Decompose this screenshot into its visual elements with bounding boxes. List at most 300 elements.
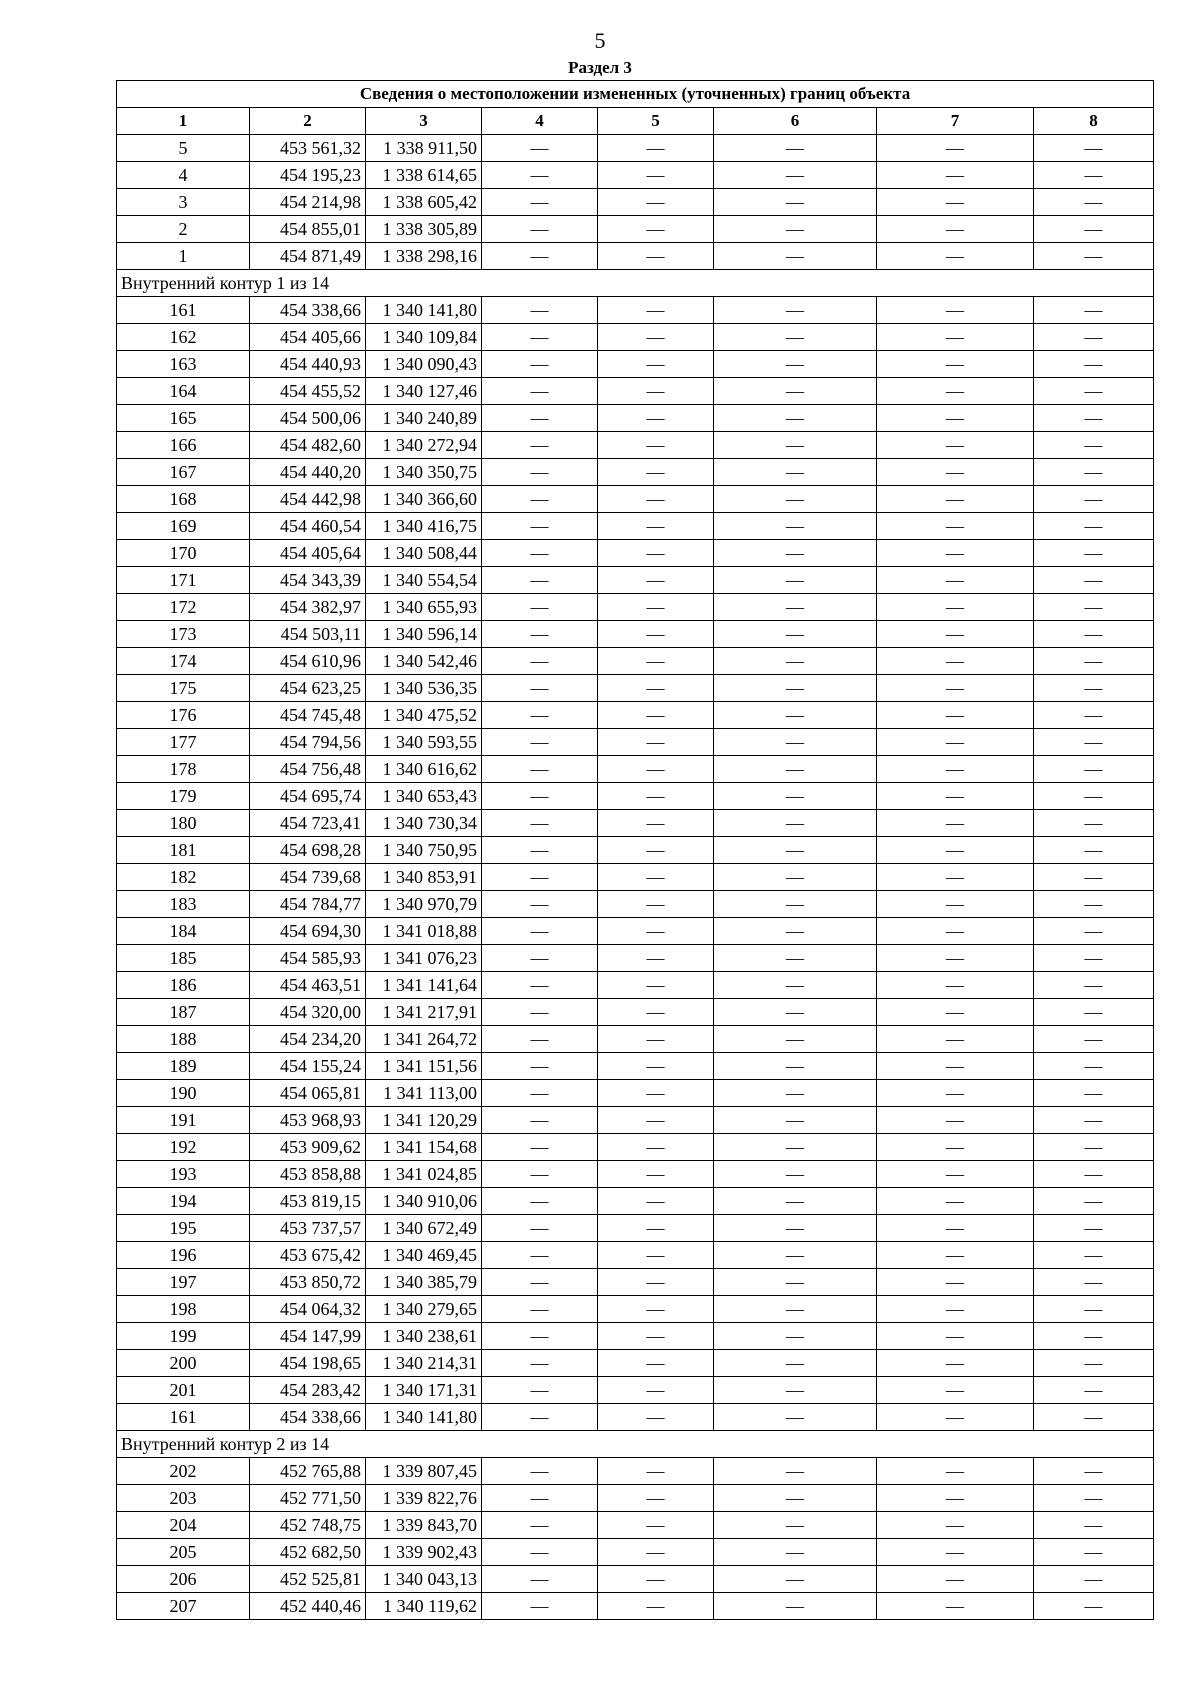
empty-value-cell: — <box>482 1296 598 1323</box>
empty-value-cell: — <box>877 567 1034 594</box>
point-number-cell: 183 <box>117 891 250 918</box>
y-coordinate-cell: 1 340 238,61 <box>366 1323 482 1350</box>
empty-value-cell: — <box>1034 702 1154 729</box>
y-coordinate-cell: 1 341 141,64 <box>366 972 482 999</box>
empty-value-cell: — <box>714 864 877 891</box>
x-coordinate-cell: 454 460,54 <box>250 513 366 540</box>
table-body <box>117 135 1154 1620</box>
y-coordinate-cell: 1 339 822,76 <box>366 1485 482 1512</box>
empty-value-cell: — <box>714 1242 877 1269</box>
y-coordinate-cell: 1 340 043,13 <box>366 1566 482 1593</box>
empty-value-cell: — <box>598 540 714 567</box>
table-row <box>117 567 1154 594</box>
y-coordinate-cell: 1 340 853,91 <box>366 864 482 891</box>
empty-value-cell: — <box>1034 135 1154 162</box>
x-coordinate-cell: 452 765,88 <box>250 1458 366 1485</box>
point-number-cell: 3 <box>117 189 250 216</box>
x-coordinate-cell: 454 343,39 <box>250 567 366 594</box>
point-number-cell: 170 <box>117 540 250 567</box>
x-coordinate-cell: 454 784,77 <box>250 891 366 918</box>
empty-value-cell: — <box>1034 1593 1154 1620</box>
point-number-cell: 184 <box>117 918 250 945</box>
empty-value-cell: — <box>877 1242 1034 1269</box>
empty-value-cell: — <box>877 810 1034 837</box>
table-row <box>117 405 1154 432</box>
empty-value-cell: — <box>714 1080 877 1107</box>
y-coordinate-cell: 1 340 127,46 <box>366 378 482 405</box>
empty-value-cell: — <box>877 216 1034 243</box>
empty-value-cell: — <box>714 135 877 162</box>
y-coordinate-cell: 1 338 614,65 <box>366 162 482 189</box>
y-coordinate-cell: 1 340 141,80 <box>366 297 482 324</box>
table-row <box>117 297 1154 324</box>
empty-value-cell: — <box>714 1485 877 1512</box>
table-row <box>117 1242 1154 1269</box>
empty-value-cell: — <box>598 297 714 324</box>
empty-value-cell: — <box>714 972 877 999</box>
empty-value-cell: — <box>877 351 1034 378</box>
column-header: 5 <box>598 108 714 135</box>
y-coordinate-cell: 1 341 264,72 <box>366 1026 482 1053</box>
x-coordinate-cell: 454 455,52 <box>250 378 366 405</box>
x-coordinate-cell: 452 748,75 <box>250 1512 366 1539</box>
empty-value-cell: — <box>1034 189 1154 216</box>
y-coordinate-cell: 1 340 119,62 <box>366 1593 482 1620</box>
empty-value-cell: — <box>598 972 714 999</box>
empty-value-cell: — <box>482 1107 598 1134</box>
empty-value-cell: — <box>714 540 877 567</box>
y-coordinate-cell: 1 340 616,62 <box>366 756 482 783</box>
x-coordinate-cell: 454 871,49 <box>250 243 366 270</box>
point-number-cell: 205 <box>117 1539 250 1566</box>
empty-value-cell: — <box>598 486 714 513</box>
table-row <box>117 1134 1154 1161</box>
empty-value-cell: — <box>714 189 877 216</box>
column-header: 8 <box>1034 108 1154 135</box>
y-coordinate-cell: 1 338 911,50 <box>366 135 482 162</box>
x-coordinate-cell: 454 855,01 <box>250 216 366 243</box>
empty-value-cell: — <box>714 621 877 648</box>
point-number-cell: 203 <box>117 1485 250 1512</box>
x-coordinate-cell: 454 065,81 <box>250 1080 366 1107</box>
empty-value-cell: — <box>714 729 877 756</box>
table-row <box>117 324 1154 351</box>
x-coordinate-cell: 454 440,93 <box>250 351 366 378</box>
empty-value-cell: — <box>1034 594 1154 621</box>
empty-value-cell: — <box>598 162 714 189</box>
empty-value-cell: — <box>598 135 714 162</box>
empty-value-cell: — <box>1034 405 1154 432</box>
y-coordinate-cell: 1 340 508,44 <box>366 540 482 567</box>
x-coordinate-cell: 452 525,81 <box>250 1566 366 1593</box>
y-coordinate-cell: 1 339 843,70 <box>366 1512 482 1539</box>
empty-value-cell: — <box>714 1026 877 1053</box>
empty-value-cell: — <box>877 1080 1034 1107</box>
point-number-cell: 187 <box>117 999 250 1026</box>
empty-value-cell: — <box>482 756 598 783</box>
point-number-cell: 172 <box>117 594 250 621</box>
empty-value-cell: — <box>482 1026 598 1053</box>
empty-value-cell: — <box>877 891 1034 918</box>
table-row <box>117 1377 1154 1404</box>
point-number-cell: 180 <box>117 810 250 837</box>
empty-value-cell: — <box>1034 837 1154 864</box>
empty-value-cell: — <box>714 675 877 702</box>
empty-value-cell: — <box>1034 216 1154 243</box>
empty-value-cell: — <box>482 1458 598 1485</box>
contour-label: Внутренний контур 2 из 14 <box>117 1431 1154 1458</box>
column-header: 7 <box>877 108 1034 135</box>
empty-value-cell: — <box>598 567 714 594</box>
empty-value-cell: — <box>598 216 714 243</box>
empty-value-cell: — <box>714 1323 877 1350</box>
empty-value-cell: — <box>1034 1404 1154 1431</box>
empty-value-cell: — <box>482 675 598 702</box>
x-coordinate-cell: 454 155,24 <box>250 1053 366 1080</box>
point-number-cell: 4 <box>117 162 250 189</box>
y-coordinate-cell: 1 340 593,55 <box>366 729 482 756</box>
empty-value-cell: — <box>482 837 598 864</box>
empty-value-cell: — <box>598 891 714 918</box>
empty-value-cell: — <box>598 1566 714 1593</box>
empty-value-cell: — <box>714 567 877 594</box>
point-number-cell: 202 <box>117 1458 250 1485</box>
table-row <box>117 837 1154 864</box>
empty-value-cell: — <box>877 999 1034 1026</box>
empty-value-cell: — <box>482 891 598 918</box>
table-row <box>117 648 1154 675</box>
y-coordinate-cell: 1 340 653,43 <box>366 783 482 810</box>
empty-value-cell: — <box>482 243 598 270</box>
point-number-cell: 189 <box>117 1053 250 1080</box>
empty-value-cell: — <box>482 135 598 162</box>
empty-value-cell: — <box>877 1053 1034 1080</box>
empty-value-cell: — <box>1034 1485 1154 1512</box>
empty-value-cell: — <box>482 702 598 729</box>
table-row <box>117 864 1154 891</box>
contour-label-row <box>117 1431 1154 1458</box>
point-number-cell: 162 <box>117 324 250 351</box>
table-row <box>117 783 1154 810</box>
empty-value-cell: — <box>714 1188 877 1215</box>
y-coordinate-cell: 1 338 298,16 <box>366 243 482 270</box>
x-coordinate-cell: 453 850,72 <box>250 1269 366 1296</box>
x-coordinate-cell: 454 794,56 <box>250 729 366 756</box>
y-coordinate-cell: 1 340 240,89 <box>366 405 482 432</box>
empty-value-cell: — <box>482 1512 598 1539</box>
point-number-cell: 191 <box>117 1107 250 1134</box>
empty-value-cell: — <box>482 1161 598 1188</box>
empty-value-cell: — <box>598 351 714 378</box>
empty-value-cell: — <box>1034 486 1154 513</box>
point-number-cell: 188 <box>117 1026 250 1053</box>
empty-value-cell: — <box>877 540 1034 567</box>
empty-value-cell: — <box>598 1161 714 1188</box>
empty-value-cell: — <box>877 972 1034 999</box>
empty-value-cell: — <box>482 1350 598 1377</box>
empty-value-cell: — <box>482 621 598 648</box>
empty-value-cell: — <box>877 945 1034 972</box>
y-coordinate-cell: 1 340 554,54 <box>366 567 482 594</box>
x-coordinate-cell: 454 723,41 <box>250 810 366 837</box>
section-title: Раздел 3 <box>568 58 632 77</box>
empty-value-cell: — <box>1034 891 1154 918</box>
empty-value-cell: — <box>482 432 598 459</box>
empty-value-cell: — <box>1034 459 1154 486</box>
empty-value-cell: — <box>482 594 598 621</box>
empty-value-cell: — <box>877 1485 1034 1512</box>
point-number-cell: 190 <box>117 1080 250 1107</box>
point-number-cell: 182 <box>117 864 250 891</box>
empty-value-cell: — <box>877 621 1034 648</box>
empty-value-cell: — <box>714 756 877 783</box>
point-number-cell: 195 <box>117 1215 250 1242</box>
empty-value-cell: — <box>1034 756 1154 783</box>
table-row <box>117 675 1154 702</box>
table-row <box>117 1188 1154 1215</box>
contour-label: Внутренний контур 1 из 14 <box>117 270 1154 297</box>
empty-value-cell: — <box>482 918 598 945</box>
y-coordinate-cell: 1 340 655,93 <box>366 594 482 621</box>
table-row <box>117 432 1154 459</box>
x-coordinate-cell: 454 338,66 <box>250 297 366 324</box>
empty-value-cell: — <box>714 945 877 972</box>
empty-value-cell: — <box>598 594 714 621</box>
x-coordinate-cell: 452 440,46 <box>250 1593 366 1620</box>
x-coordinate-cell: 454 756,48 <box>250 756 366 783</box>
x-coordinate-cell: 454 739,68 <box>250 864 366 891</box>
x-coordinate-cell: 454 442,98 <box>250 486 366 513</box>
empty-value-cell: — <box>482 216 598 243</box>
empty-value-cell: — <box>714 1269 877 1296</box>
empty-value-cell: — <box>598 1026 714 1053</box>
y-coordinate-cell: 1 338 305,89 <box>366 216 482 243</box>
x-coordinate-cell: 454 503,11 <box>250 621 366 648</box>
empty-value-cell: — <box>877 837 1034 864</box>
y-coordinate-cell: 1 341 120,29 <box>366 1107 482 1134</box>
empty-value-cell: — <box>877 297 1034 324</box>
empty-value-cell: — <box>877 1026 1034 1053</box>
x-coordinate-cell: 453 968,93 <box>250 1107 366 1134</box>
empty-value-cell: — <box>877 675 1034 702</box>
empty-value-cell: — <box>598 1269 714 1296</box>
y-coordinate-cell: 1 341 076,23 <box>366 945 482 972</box>
point-number-cell: 171 <box>117 567 250 594</box>
table-row <box>117 891 1154 918</box>
table-row <box>117 135 1154 162</box>
empty-value-cell: — <box>877 1566 1034 1593</box>
y-coordinate-cell: 1 338 605,42 <box>366 189 482 216</box>
column-header: 2 <box>250 108 366 135</box>
empty-value-cell: — <box>1034 1188 1154 1215</box>
empty-value-cell: — <box>1034 1161 1154 1188</box>
empty-value-cell: — <box>714 378 877 405</box>
empty-value-cell: — <box>1034 648 1154 675</box>
empty-value-cell: — <box>482 378 598 405</box>
empty-value-cell: — <box>1034 378 1154 405</box>
point-number-cell: 1 <box>117 243 250 270</box>
x-coordinate-cell: 454 405,66 <box>250 324 366 351</box>
empty-value-cell: — <box>877 1188 1034 1215</box>
empty-value-cell: — <box>1034 1350 1154 1377</box>
y-coordinate-cell: 1 340 350,75 <box>366 459 482 486</box>
point-number-cell: 164 <box>117 378 250 405</box>
table-caption: Сведения о местоположении измененных (уточненных) границ объекта <box>117 81 1154 108</box>
x-coordinate-cell: 454 283,42 <box>250 1377 366 1404</box>
table-row <box>117 621 1154 648</box>
empty-value-cell: — <box>598 513 714 540</box>
x-coordinate-cell: 454 610,96 <box>250 648 366 675</box>
empty-value-cell: — <box>714 297 877 324</box>
empty-value-cell: — <box>714 486 877 513</box>
point-number-cell: 196 <box>117 1242 250 1269</box>
point-number-cell: 167 <box>117 459 250 486</box>
empty-value-cell: — <box>1034 1053 1154 1080</box>
empty-value-cell: — <box>598 1377 714 1404</box>
empty-value-cell: — <box>598 621 714 648</box>
empty-value-cell: — <box>714 459 877 486</box>
table-row <box>117 486 1154 513</box>
empty-value-cell: — <box>877 1593 1034 1620</box>
empty-value-cell: — <box>1034 1269 1154 1296</box>
y-coordinate-cell: 1 339 902,43 <box>366 1539 482 1566</box>
empty-value-cell: — <box>1034 540 1154 567</box>
table-row <box>117 972 1154 999</box>
empty-value-cell: — <box>598 702 714 729</box>
empty-value-cell: — <box>482 162 598 189</box>
y-coordinate-cell: 1 340 279,65 <box>366 1296 482 1323</box>
table-row <box>117 729 1154 756</box>
empty-value-cell: — <box>482 810 598 837</box>
empty-value-cell: — <box>598 1512 714 1539</box>
empty-value-cell: — <box>877 1512 1034 1539</box>
empty-value-cell: — <box>877 1323 1034 1350</box>
table-row <box>117 918 1154 945</box>
x-coordinate-cell: 454 694,30 <box>250 918 366 945</box>
point-number-cell: 197 <box>117 1269 250 1296</box>
empty-value-cell: — <box>877 1215 1034 1242</box>
table-row <box>117 513 1154 540</box>
empty-value-cell: — <box>1034 567 1154 594</box>
point-number-cell: 186 <box>117 972 250 999</box>
table-row <box>117 1485 1154 1512</box>
empty-value-cell: — <box>482 567 598 594</box>
empty-value-cell: — <box>1034 999 1154 1026</box>
empty-value-cell: — <box>1034 1296 1154 1323</box>
x-coordinate-cell: 454 440,20 <box>250 459 366 486</box>
point-number-cell: 200 <box>117 1350 250 1377</box>
point-number-cell: 179 <box>117 783 250 810</box>
point-number-cell: 177 <box>117 729 250 756</box>
empty-value-cell: — <box>877 1404 1034 1431</box>
empty-value-cell: — <box>877 729 1034 756</box>
empty-value-cell: — <box>598 324 714 351</box>
table-row <box>117 1593 1154 1620</box>
empty-value-cell: — <box>482 189 598 216</box>
empty-value-cell: — <box>598 1539 714 1566</box>
y-coordinate-cell: 1 340 475,52 <box>366 702 482 729</box>
y-coordinate-cell: 1 341 154,68 <box>366 1134 482 1161</box>
x-coordinate-cell: 454 463,51 <box>250 972 366 999</box>
table-row <box>117 1539 1154 1566</box>
empty-value-cell: — <box>482 1593 598 1620</box>
empty-value-cell: — <box>598 459 714 486</box>
empty-value-cell: — <box>1034 297 1154 324</box>
empty-value-cell: — <box>482 486 598 513</box>
empty-value-cell: — <box>877 783 1034 810</box>
x-coordinate-cell: 454 745,48 <box>250 702 366 729</box>
y-coordinate-cell: 1 340 272,94 <box>366 432 482 459</box>
empty-value-cell: — <box>598 1350 714 1377</box>
empty-value-cell: — <box>714 1512 877 1539</box>
empty-value-cell: — <box>877 135 1034 162</box>
empty-value-cell: — <box>482 1215 598 1242</box>
empty-value-cell: — <box>714 999 877 1026</box>
empty-value-cell: — <box>1034 243 1154 270</box>
empty-value-cell: — <box>482 972 598 999</box>
empty-value-cell: — <box>714 702 877 729</box>
empty-value-cell: — <box>714 162 877 189</box>
empty-value-cell: — <box>714 1053 877 1080</box>
point-number-cell: 192 <box>117 1134 250 1161</box>
page-number: 5 <box>594 28 606 53</box>
point-number-cell: 185 <box>117 945 250 972</box>
y-coordinate-cell: 1 340 416,75 <box>366 513 482 540</box>
empty-value-cell: — <box>482 1269 598 1296</box>
empty-value-cell: — <box>877 1134 1034 1161</box>
table-row <box>117 351 1154 378</box>
empty-value-cell: — <box>1034 783 1154 810</box>
empty-value-cell: — <box>877 1296 1034 1323</box>
empty-value-cell: — <box>1034 972 1154 999</box>
empty-value-cell: — <box>482 324 598 351</box>
empty-value-cell: — <box>598 1080 714 1107</box>
empty-value-cell: — <box>482 1053 598 1080</box>
empty-value-cell: — <box>1034 1539 1154 1566</box>
empty-value-cell: — <box>1034 1323 1154 1350</box>
x-coordinate-cell: 454 585,93 <box>250 945 366 972</box>
empty-value-cell: — <box>482 1485 598 1512</box>
empty-value-cell: — <box>1034 810 1154 837</box>
empty-value-cell: — <box>598 783 714 810</box>
empty-value-cell: — <box>877 432 1034 459</box>
empty-value-cell: — <box>714 1458 877 1485</box>
point-number-cell: 201 <box>117 1377 250 1404</box>
empty-value-cell: — <box>1034 1215 1154 1242</box>
table-row <box>117 540 1154 567</box>
empty-value-cell: — <box>714 405 877 432</box>
x-coordinate-cell: 454 695,74 <box>250 783 366 810</box>
x-coordinate-cell: 454 234,20 <box>250 1026 366 1053</box>
point-number-cell: 175 <box>117 675 250 702</box>
empty-value-cell: — <box>598 729 714 756</box>
column-header: 3 <box>366 108 482 135</box>
x-coordinate-cell: 452 771,50 <box>250 1485 366 1512</box>
x-coordinate-cell: 454 482,60 <box>250 432 366 459</box>
empty-value-cell: — <box>877 1377 1034 1404</box>
table-row <box>117 945 1154 972</box>
empty-value-cell: — <box>714 351 877 378</box>
empty-value-cell: — <box>1034 432 1154 459</box>
empty-value-cell: — <box>598 1404 714 1431</box>
x-coordinate-cell: 453 737,57 <box>250 1215 366 1242</box>
empty-value-cell: — <box>714 216 877 243</box>
table-row <box>117 1215 1154 1242</box>
y-coordinate-cell: 1 340 970,79 <box>366 891 482 918</box>
point-number-cell: 194 <box>117 1188 250 1215</box>
point-number-cell: 207 <box>117 1593 250 1620</box>
point-number-cell: 181 <box>117 837 250 864</box>
